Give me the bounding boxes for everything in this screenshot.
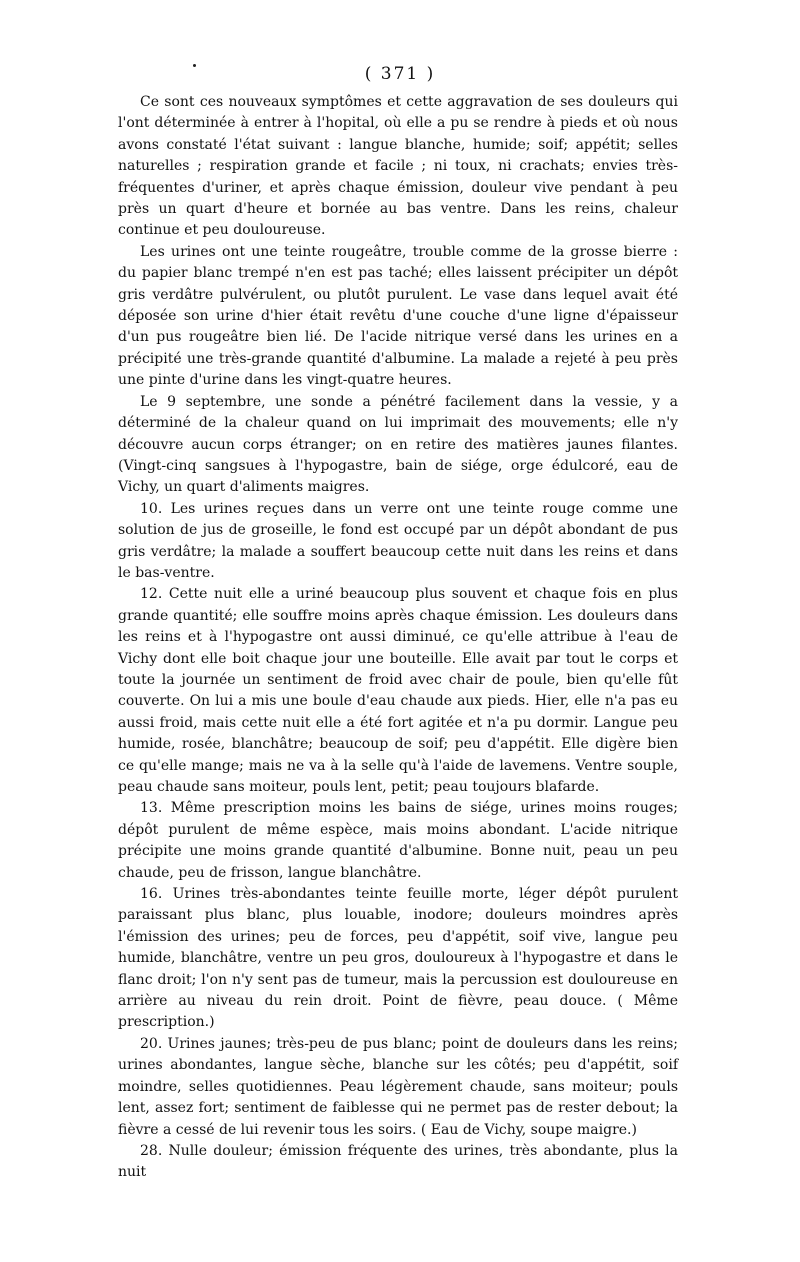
paragraph: 20. Urines jaunes; très-peu de pus blanc; point de douleurs dans les reins; urines abondantes, langue sèche, blanche sur les côtés; peu d'appétit, soif moindre, selles quotidiennes. Peau légèrement chaude, sans moiteur; pouls lent, assez fort; sentiment de faiblesse qui ne permet pas de rester debout; la fièvre a cessé de lui revenir tous les soirs. ( Eau de Vichy, soupe maigre.)	[118, 1035, 678, 1138]
paragraph: Les urines ont une teinte rougeâtre, trouble comme de la grosse bierre : du papier blanc trempé n'en est pas taché; elles laissent précipiter un dépôt gris verdâtre pulvérulent, ou plutôt purulent. Le vase dans lequel avait été déposée son urine d'hier était revêtu d'une couche d'une ligne d'épaisseur d'un pus rougeâtre bien lié. De l'acide nitrique versé dans les urines en a précipité une très-grande quantité d'albumine. La malade a rejeté à peu près une pinte d'urine dans les vingt-quatre heures.	[118, 243, 678, 389]
paragraph: Le 9 septembre, une sonde a pénétré facilement dans la vessie, y a déterminé de la chaleur quand on lui imprimait des mouvements; elle n'y découvre aucun corps étranger; on en retire des matières jaunes filantes. (Vingt-cinq sangsues à l'hypogastre, bain de siége, orge édulcoré, eau de Vichy, un quart d'aliments maigres.	[118, 393, 678, 496]
page-number: ( 371 )	[364, 64, 436, 84]
body-text	[118, 92, 678, 1184]
paragraph: 13. Même prescription moins les bains de siége, urines moins rouges; dépôt purulent de même espèce, mais moins abondant. L'acide nitrique précipite une moins grande quantité d'albumine. Bonne nuit, peau un peu chaude, peu de frisson, langue blanchâtre.	[118, 800, 678, 881]
paragraph: 12. Cette nuit elle a uriné beaucoup plus souvent et chaque fois en plus grande quantité; elle souffre moins après chaque émission. Les douleurs dans les reins et à l'hypogastre ont aussi diminué, ce qu'elle attribue à l'eau de Vichy dont elle boit chaque jour une bouteille. Elle avait par tout le corps et toute la journée un sentiment de froid avec chair de poule, bien qu'elle fût couverte. On lui a mis une boule d'eau chaude aux pieds. Hier, elle n'a pas eu aussi froid, mais cette nuit elle a été fort agitée et n'a pu dormir. Langue peu humide, rosée, blanchâtre; beaucoup de soif; peu d'appétit. Elle digère bien ce qu'elle mange; mais ne va à la selle qu'à l'aide de lavemens. Ventre souple, peau chaude sans moiteur, pouls lent, petit; peau toujours blafarde.	[118, 586, 678, 795]
paragraph: 28. Nulle douleur; émission fréquente des urines, très abondante, plus la nuit	[118, 1142, 678, 1181]
paragraph: Ce sont ces nouveaux symptômes et cette aggravation de ses douleurs qui l'ont déterminée à entrer à l'hopital, où elle a pu se rendre à pieds et où nous avons constaté l'état suivant : langue blanche, humide; soif; appétit; selles naturelles ; respiration grande et facile ; ni toux, ni crachats; envies très-fréquentes d'uriner, et après chaque émission, douleur vive pendant à peu près un quart d'heure et bornée au bas ventre. Dans les reins, chaleur continue et peu douloureuse.	[118, 94, 678, 239]
paragraph: 16. Urines très-abondantes teinte feuille morte, léger dépôt purulent paraissant plus blanc, plus louable, inodore; douleurs moindres après l'émission des urines; peu de forces, peu d'appétit, soif vive, langue peu humide, blanchâtre, ventre un peu gros, douloureux à l'hypogastre et dans le flanc droit; l'on n'y sent pas de tumeur, mais la percussion est douloureuse en arrière au niveau du rein droit. Point de fièvre, peau douce. ( Même prescription.)	[118, 886, 678, 1031]
paragraph: 10. Les urines reçues dans un verre ont une teinte rouge comme une solution de jus de groseille, le fond est occupé par un dépôt abondant de pus gris verdâtre; la malade a souffert beaucoup cette nuit dans les reins et dans le bas-ventre.	[118, 500, 678, 581]
